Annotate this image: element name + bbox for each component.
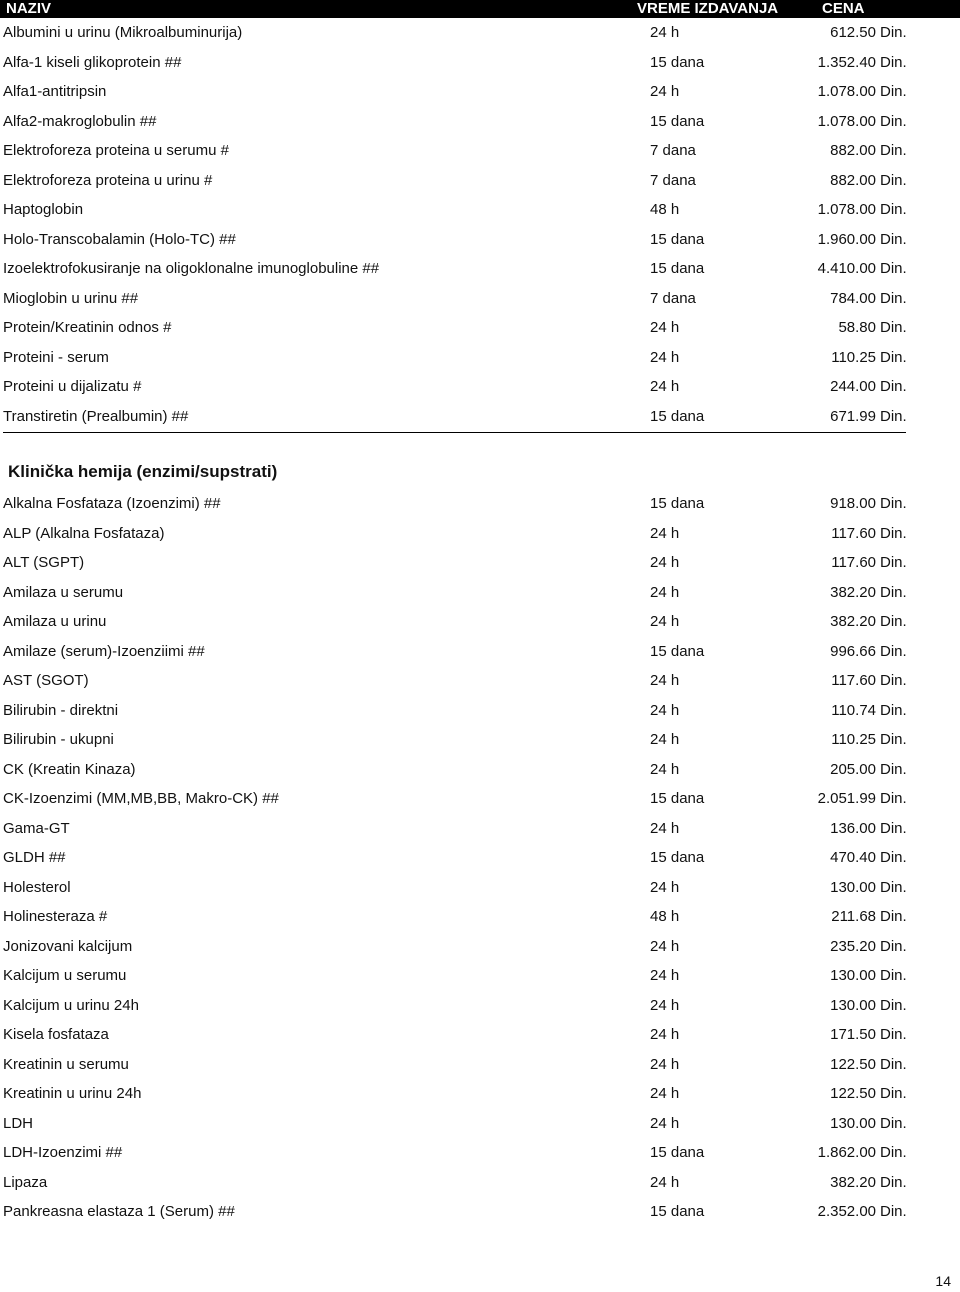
table-row	[0, 372, 960, 401]
test-name: LDH-Izoenzimi ##	[3, 1144, 123, 1161]
turnaround-time: 24 h	[650, 1114, 680, 1132]
test-name: Izoelektrofokusiranje na oligoklonalne imunoglobuline ##	[3, 260, 380, 277]
test-name: Holesterol	[3, 878, 71, 896]
turnaround-time: 7 dana	[650, 171, 696, 189]
price-value: 110.25	[831, 731, 876, 748]
test-name: ALT (SGPT)	[3, 554, 85, 571]
test-name: AST (SGOT)	[3, 672, 89, 689]
table-row	[0, 284, 960, 313]
test-name: Amilaza u serumu	[3, 583, 124, 601]
test-name: Elektroforeza proteina u urinu #	[3, 171, 213, 189]
turnaround-time: 24 h	[650, 937, 680, 955]
table-row	[0, 902, 960, 931]
price-value: 882.00	[830, 171, 876, 189]
column-header-time: VREME IZDAVANJA	[637, 0, 779, 17]
test-name: Elektroforeza proteina u serumu #	[3, 142, 229, 159]
price-value: 136.00	[830, 819, 876, 837]
table-row	[0, 313, 960, 342]
table-row	[0, 991, 960, 1020]
section-title: Klinička hemija (enzimi/supstrati)	[8, 462, 278, 481]
currency-label: Din.	[880, 378, 907, 395]
price-value: 205.00	[830, 760, 876, 778]
page-number: 14	[935, 1273, 951, 1289]
currency-label: Din.	[880, 319, 907, 336]
price-value: 110.25	[831, 348, 876, 366]
test-name: Holinesteraza #	[3, 908, 108, 925]
price-value: 122.50	[830, 1085, 876, 1102]
currency-label: Din.	[880, 260, 907, 277]
currency-label: Din.	[880, 112, 907, 130]
currency-label: Din.	[880, 53, 907, 71]
price-value: 671.99	[830, 407, 876, 425]
test-name: Mioglobin u urinu ##	[3, 289, 139, 307]
column-header-name: NAZIV	[6, 0, 51, 17]
test-name: Amilaze (serum)-Izoenziimi ##	[3, 642, 205, 660]
turnaround-time: 24 h	[650, 1085, 680, 1102]
price-value: 382.20	[830, 583, 876, 601]
currency-label: Din.	[880, 1173, 907, 1191]
currency-label: Din.	[880, 1085, 907, 1102]
price-value: 470.40	[830, 849, 876, 866]
turnaround-time: 24 h	[650, 348, 680, 366]
test-name: Transtiretin (Prealbumin) ##	[3, 407, 189, 425]
turnaround-time: 7 dana	[650, 289, 696, 307]
currency-label: Din.	[880, 1144, 907, 1161]
test-name: Albumini u urinu (Mikroalbuminurija)	[3, 24, 243, 41]
test-name: Haptoglobin	[3, 201, 84, 218]
price-value: 117.60	[831, 672, 876, 689]
currency-label: Din.	[880, 201, 907, 218]
test-name: CK (Kreatin Kinaza)	[3, 760, 136, 778]
price-value: 1.960.00	[817, 230, 876, 248]
test-name: Gama-GT	[3, 819, 70, 837]
test-name: Alfa1-antitripsin	[3, 83, 107, 100]
price-value: 130.00	[830, 996, 876, 1014]
turnaround-time: 24 h	[650, 613, 680, 630]
currency-label: Din.	[880, 701, 907, 719]
table-header	[0, 0, 960, 18]
price-value: 130.00	[830, 967, 876, 984]
turnaround-time: 15 dana	[650, 1144, 705, 1161]
table-row	[0, 873, 960, 902]
test-name: Proteini - serum	[3, 348, 109, 366]
table-row	[0, 637, 960, 666]
turnaround-time: 15 dana	[650, 407, 705, 425]
turnaround-time: 24 h	[650, 878, 680, 896]
table-row	[0, 402, 960, 431]
test-name: CK-Izoenzimi (MM,MB,BB, Makro-CK) ##	[3, 790, 279, 807]
price-value: 382.20	[830, 613, 876, 630]
price-value: 235.20	[830, 937, 876, 955]
price-value: 2.051.99	[817, 790, 876, 807]
table-row	[0, 254, 960, 283]
turnaround-time: 24 h	[650, 672, 680, 689]
currency-label: Din.	[880, 554, 907, 571]
currency-label: Din.	[880, 937, 907, 955]
table-row	[0, 166, 960, 195]
price-value: 130.00	[830, 878, 876, 896]
price-value: 612.50	[830, 24, 876, 41]
table-row	[0, 961, 960, 990]
table-row	[0, 696, 960, 725]
table-row	[0, 136, 960, 165]
currency-label: Din.	[880, 495, 907, 512]
test-name: LDH	[3, 1114, 34, 1132]
test-name: Protein/Kreatinin odnos #	[3, 319, 172, 336]
price-value: 1.352.40	[817, 53, 876, 71]
price-value: 130.00	[830, 1114, 876, 1132]
table-row	[0, 932, 960, 961]
turnaround-time: 24 h	[650, 319, 680, 336]
table-row	[0, 1050, 960, 1079]
currency-label: Din.	[880, 967, 907, 984]
turnaround-time: 7 dana	[650, 142, 696, 159]
turnaround-time: 24 h	[650, 554, 680, 571]
currency-label: Din.	[880, 908, 907, 925]
turnaround-time: 24 h	[650, 760, 680, 778]
currency-label: Din.	[880, 1203, 907, 1220]
turnaround-time: 24 h	[650, 1173, 680, 1191]
test-name: Bilirubin - direktni	[3, 701, 119, 719]
table-row	[0, 107, 960, 136]
table-row	[0, 519, 960, 548]
currency-label: Din.	[880, 1114, 907, 1132]
turnaround-time: 24 h	[650, 1055, 680, 1073]
test-name: Alfa2-makroglobulin ##	[3, 112, 157, 130]
table-row	[0, 578, 960, 607]
turnaround-time: 15 dana	[650, 230, 705, 248]
test-name: Kreatinin u urinu 24h	[3, 1085, 142, 1102]
table-row	[0, 1109, 960, 1138]
table-row	[0, 18, 960, 47]
turnaround-time: 24 h	[650, 378, 680, 395]
test-name: Alkalna Fosfataza (Izoenzimi) ##	[3, 495, 221, 512]
currency-label: Din.	[880, 142, 907, 159]
currency-label: Din.	[880, 613, 907, 630]
test-name: Kalcijum u serumu	[3, 967, 127, 984]
currency-label: Din.	[880, 230, 907, 248]
turnaround-time: 24 h	[650, 701, 680, 719]
currency-label: Din.	[880, 819, 907, 837]
currency-label: Din.	[880, 731, 907, 748]
table-row	[0, 607, 960, 636]
turnaround-time: 15 dana	[650, 495, 705, 512]
table-row	[0, 489, 960, 518]
turnaround-time: 48 h	[650, 201, 680, 218]
turnaround-time: 24 h	[650, 1026, 680, 1043]
test-name: Kalcijum u urinu 24h	[3, 996, 139, 1014]
table-row	[0, 77, 960, 106]
table-row	[0, 784, 960, 813]
table-row	[0, 343, 960, 372]
currency-label: Din.	[880, 878, 907, 896]
test-name: Holo-Transcobalamin (Holo-TC) ##	[3, 230, 236, 248]
currency-label: Din.	[880, 672, 907, 689]
price-value: 1.078.00	[817, 112, 876, 130]
price-value: 4.410.00	[817, 260, 876, 277]
price-value: 211.68	[831, 908, 876, 925]
price-value: 117.60	[831, 554, 876, 571]
turnaround-time: 24 h	[650, 583, 680, 601]
price-value: 996.66	[830, 642, 876, 660]
turnaround-time: 24 h	[650, 24, 680, 41]
turnaround-time: 24 h	[650, 819, 680, 837]
turnaround-time: 24 h	[650, 967, 680, 984]
test-name: ALP (Alkalna Fosfataza)	[3, 524, 165, 542]
currency-label: Din.	[880, 407, 907, 425]
turnaround-time: 15 dana	[650, 112, 705, 130]
price-value: 122.50	[830, 1055, 876, 1073]
column-header-price: CENA	[822, 0, 865, 17]
table-row	[0, 843, 960, 872]
price-value: 171.50	[830, 1026, 876, 1043]
turnaround-time: 48 h	[650, 908, 680, 925]
currency-label: Din.	[880, 583, 907, 601]
table-row	[0, 725, 960, 754]
turnaround-time: 15 dana	[650, 790, 705, 807]
price-value: 244.00	[830, 378, 876, 395]
turnaround-time: 15 dana	[650, 849, 705, 866]
price-value: 1.078.00	[817, 83, 876, 100]
currency-label: Din.	[880, 1026, 907, 1043]
currency-label: Din.	[880, 790, 907, 807]
currency-label: Din.	[880, 289, 907, 307]
test-name: Bilirubin - ukupni	[3, 731, 114, 748]
test-name: Pankreasna elastaza 1 (Serum) ##	[3, 1203, 235, 1220]
test-name: Lipaza	[3, 1173, 48, 1191]
price-value: 2.352.00	[817, 1203, 876, 1220]
price-value: 1.078.00	[817, 201, 876, 218]
table-row	[0, 666, 960, 695]
table-row	[0, 1197, 960, 1226]
turnaround-time: 15 dana	[650, 642, 705, 660]
table-row	[0, 195, 960, 224]
price-value: 110.74	[831, 701, 876, 719]
test-name: Amilaza u urinu	[3, 613, 107, 630]
table-row	[0, 48, 960, 77]
table-row	[0, 1079, 960, 1108]
currency-label: Din.	[880, 524, 907, 542]
turnaround-time: 24 h	[650, 83, 680, 100]
price-value: 1.862.00	[817, 1144, 876, 1161]
currency-label: Din.	[880, 348, 907, 366]
currency-label: Din.	[880, 642, 907, 660]
table-row	[0, 225, 960, 254]
turnaround-time: 15 dana	[650, 1203, 705, 1220]
currency-label: Din.	[880, 760, 907, 778]
price-value: 117.60	[831, 524, 876, 542]
currency-label: Din.	[880, 849, 907, 866]
turnaround-time: 15 dana	[650, 53, 705, 71]
turnaround-time: 24 h	[650, 524, 680, 542]
test-name: Jonizovani kalcijum	[3, 937, 133, 955]
table-row	[0, 814, 960, 843]
test-name: GLDH ##	[3, 849, 66, 866]
price-value: 882.00	[830, 142, 876, 159]
currency-label: Din.	[880, 996, 907, 1014]
test-name: Proteini u dijalizatu #	[3, 378, 142, 395]
test-name: Kreatinin u serumu	[3, 1055, 129, 1073]
table-row	[0, 755, 960, 784]
table-row	[0, 1168, 960, 1197]
price-value: 784.00	[830, 289, 876, 307]
test-name: Kisela fosfataza	[3, 1026, 109, 1043]
price-value: 382.20	[830, 1173, 876, 1191]
turnaround-time: 24 h	[650, 996, 680, 1014]
table-row	[0, 1138, 960, 1167]
currency-label: Din.	[880, 1055, 907, 1073]
price-value: 58.80	[838, 319, 876, 336]
currency-label: Din.	[880, 24, 907, 41]
table-row	[0, 1020, 960, 1049]
price-value: 918.00	[830, 495, 876, 512]
currency-label: Din.	[880, 171, 907, 189]
table-row	[0, 548, 960, 577]
currency-label: Din.	[880, 83, 907, 100]
turnaround-time: 15 dana	[650, 260, 705, 277]
test-name: Alfa-1 kiseli glikoprotein ##	[3, 53, 182, 71]
section-divider	[3, 432, 906, 433]
turnaround-time: 24 h	[650, 731, 680, 748]
